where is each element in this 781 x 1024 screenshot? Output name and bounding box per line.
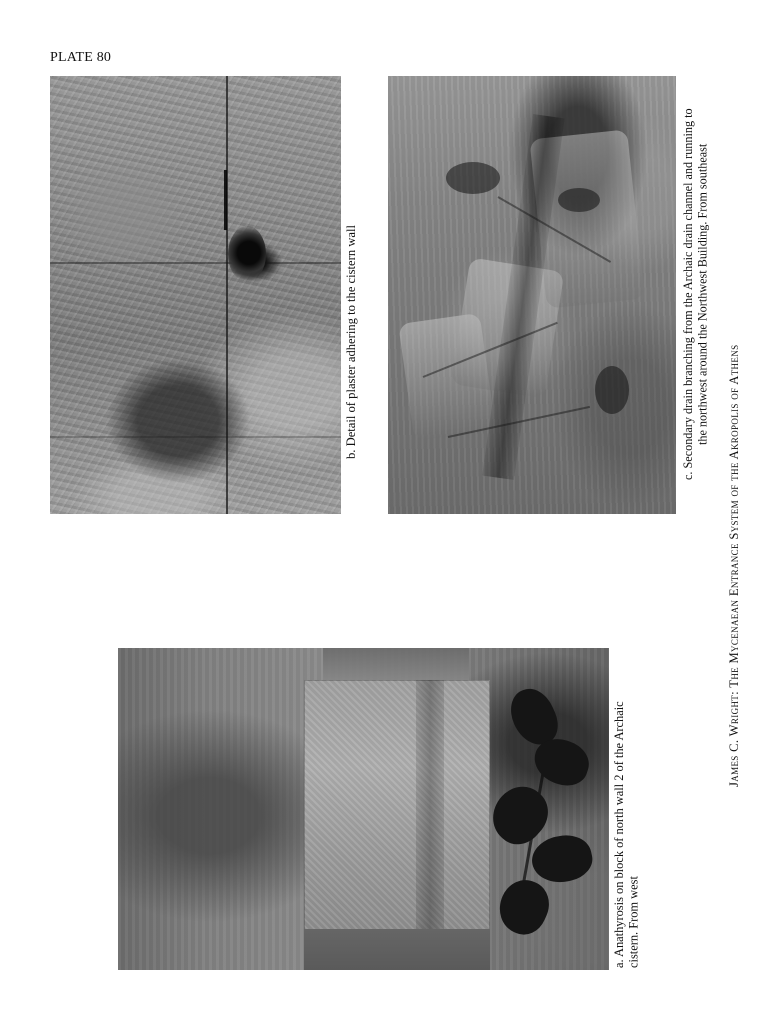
- photo-c-caption-line-1: c. Secondary drain branching from the Archaic drain channel and running to: [681, 108, 695, 480]
- shadow-area: [446, 162, 500, 194]
- plant-leaf: [491, 873, 557, 942]
- drain-channel-photo: [388, 76, 676, 514]
- shadow-area: [595, 366, 629, 414]
- photo-b-caption: b. Detail of plaster adhering to the cistern wall: [344, 225, 358, 459]
- book-footer: James C. Wright: The Mycenaean Entrance System of the Akropolis of Athens: [727, 344, 741, 787]
- stone-cavity: [228, 226, 266, 282]
- masonry-joint: [226, 76, 228, 514]
- masonry-joint: [50, 262, 341, 264]
- masonry-joint: [224, 170, 227, 230]
- anathyrosis-stone-block: [304, 680, 490, 934]
- anathyrosis-band: [416, 680, 444, 934]
- anathyrosis-block-photo: [118, 648, 609, 970]
- plaster-detail-photo: [50, 76, 341, 514]
- photo-a-caption-line-1: a. Anathyrosis on block of north wall 2 of the Archaic: [612, 701, 626, 968]
- photo-c-caption-line-2: the northwest around the Northwest Building. From southeast: [695, 143, 710, 445]
- lower-stone-block: [304, 929, 490, 970]
- plant-leaf: [528, 830, 596, 887]
- plate-label: PLATE 80: [50, 50, 112, 65]
- photo-a-caption-line-2: cistern. From west: [626, 876, 641, 968]
- photo-a-caption: [612, 646, 641, 968]
- shadow-area: [558, 188, 600, 212]
- photo-c-caption: [681, 76, 710, 512]
- masonry-joint: [50, 436, 341, 438]
